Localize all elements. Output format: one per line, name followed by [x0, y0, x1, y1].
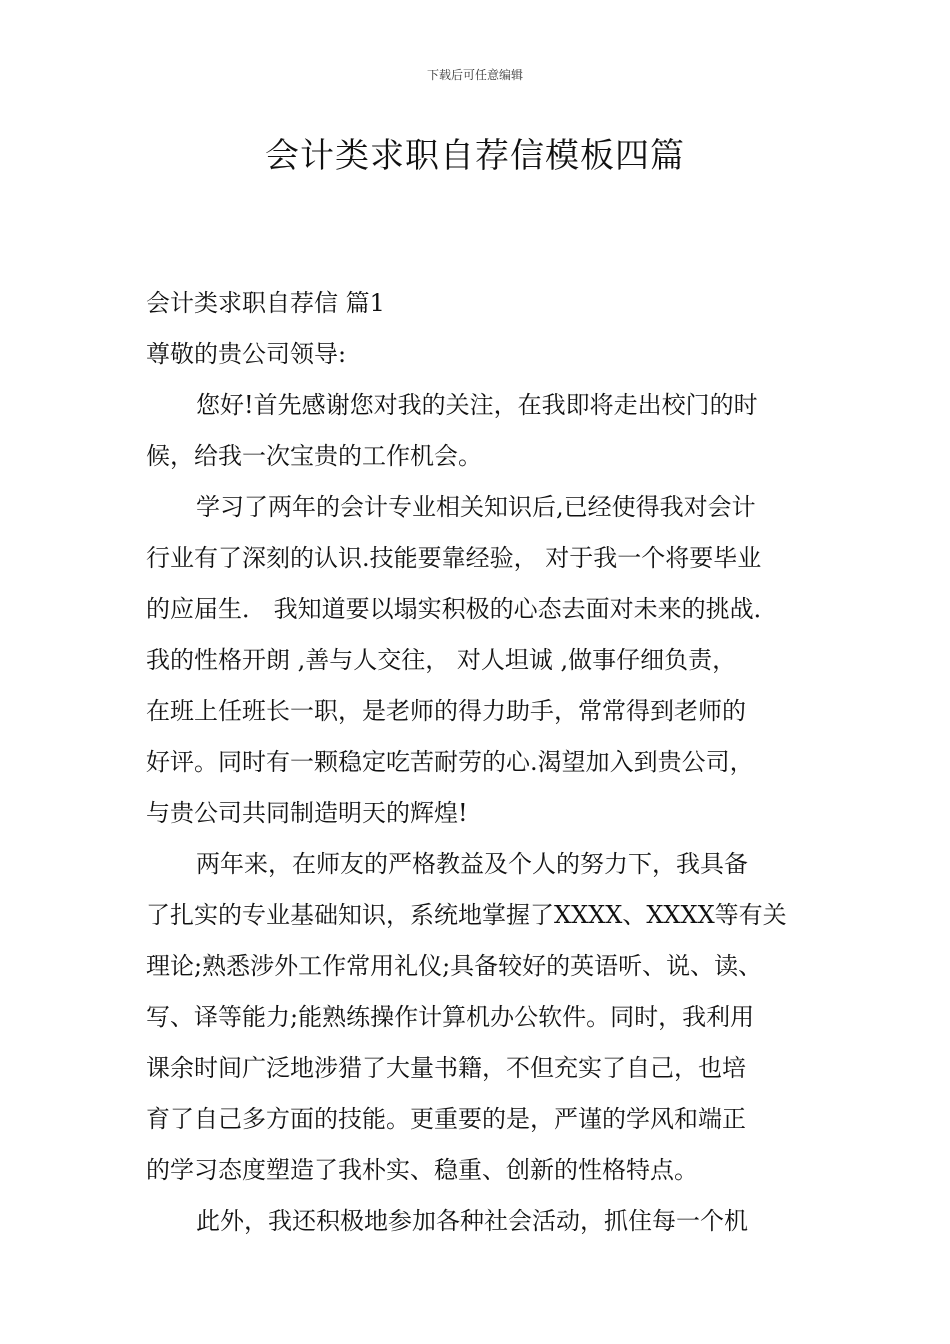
document-body: [146, 278, 836, 1247]
body-line: 好评。同时有一颗稳定吃苦耐劳的心.渴望加入到贵公司，: [146, 748, 754, 776]
body-line: 您好!首先感谢您对我的关注，在我即将走出校门的时: [196, 391, 758, 419]
body-line: 在班上任班长一职，是老师的得力助手，常常得到老师的: [146, 697, 746, 725]
body-line: 行业有了深刻的认识.技能要靠经验， 对于我一个将要毕业: [146, 544, 762, 572]
body-line: 育了自己多方面的技能。更重要的是，严谨的学风和端正: [146, 1105, 746, 1133]
body-line: 学习了两年的会计专业相关知识后,已经使得我对会计: [196, 493, 756, 521]
body-line: 的学习态度塑造了我朴实、稳重、创新的性格特点。: [146, 1156, 698, 1184]
body-line: 候，给我一次宝贵的工作机会。: [146, 442, 482, 470]
body-line: 理论;熟悉涉外工作常用礼仪;具备较好的英语听、说、读、: [146, 952, 763, 980]
body-line: 的应届生． 我知道要以塌实积极的心态去面对未来的挑战．: [146, 595, 778, 623]
body-line: 我的性格开朗 ,善与人交往， 对人坦诚 ,做事仔细负责，: [146, 646, 737, 674]
section-heading: 会计类求职自荐信 篇1: [146, 289, 385, 317]
body-line: 此外，我还积极地参加各种社会活动，抓住每一个机: [196, 1207, 748, 1235]
header-note: 下载后可任意编辑: [426, 68, 523, 82]
body-line: 了扎实的专业基础知识，系统地掌握了XXXX、XXXX等有关: [146, 901, 787, 929]
body-line: 写、译等能力;能熟练操作计算机办公软件。同时，我利用: [146, 1003, 755, 1031]
body-line: 课余时间广泛地涉猎了大量书籍，不但充实了自己，也培: [146, 1054, 746, 1082]
document-title: 会计类求职自荐信模板四篇: [265, 136, 685, 176]
body-paragraphs: [146, 380, 836, 1247]
body-line: 两年来，在师友的严格教益及个人的努力下，我具备: [196, 850, 748, 878]
body-line: 与贵公司共同制造明天的辉煌!: [146, 799, 468, 827]
salutation: 尊敬的贵公司领导:: [146, 340, 347, 368]
